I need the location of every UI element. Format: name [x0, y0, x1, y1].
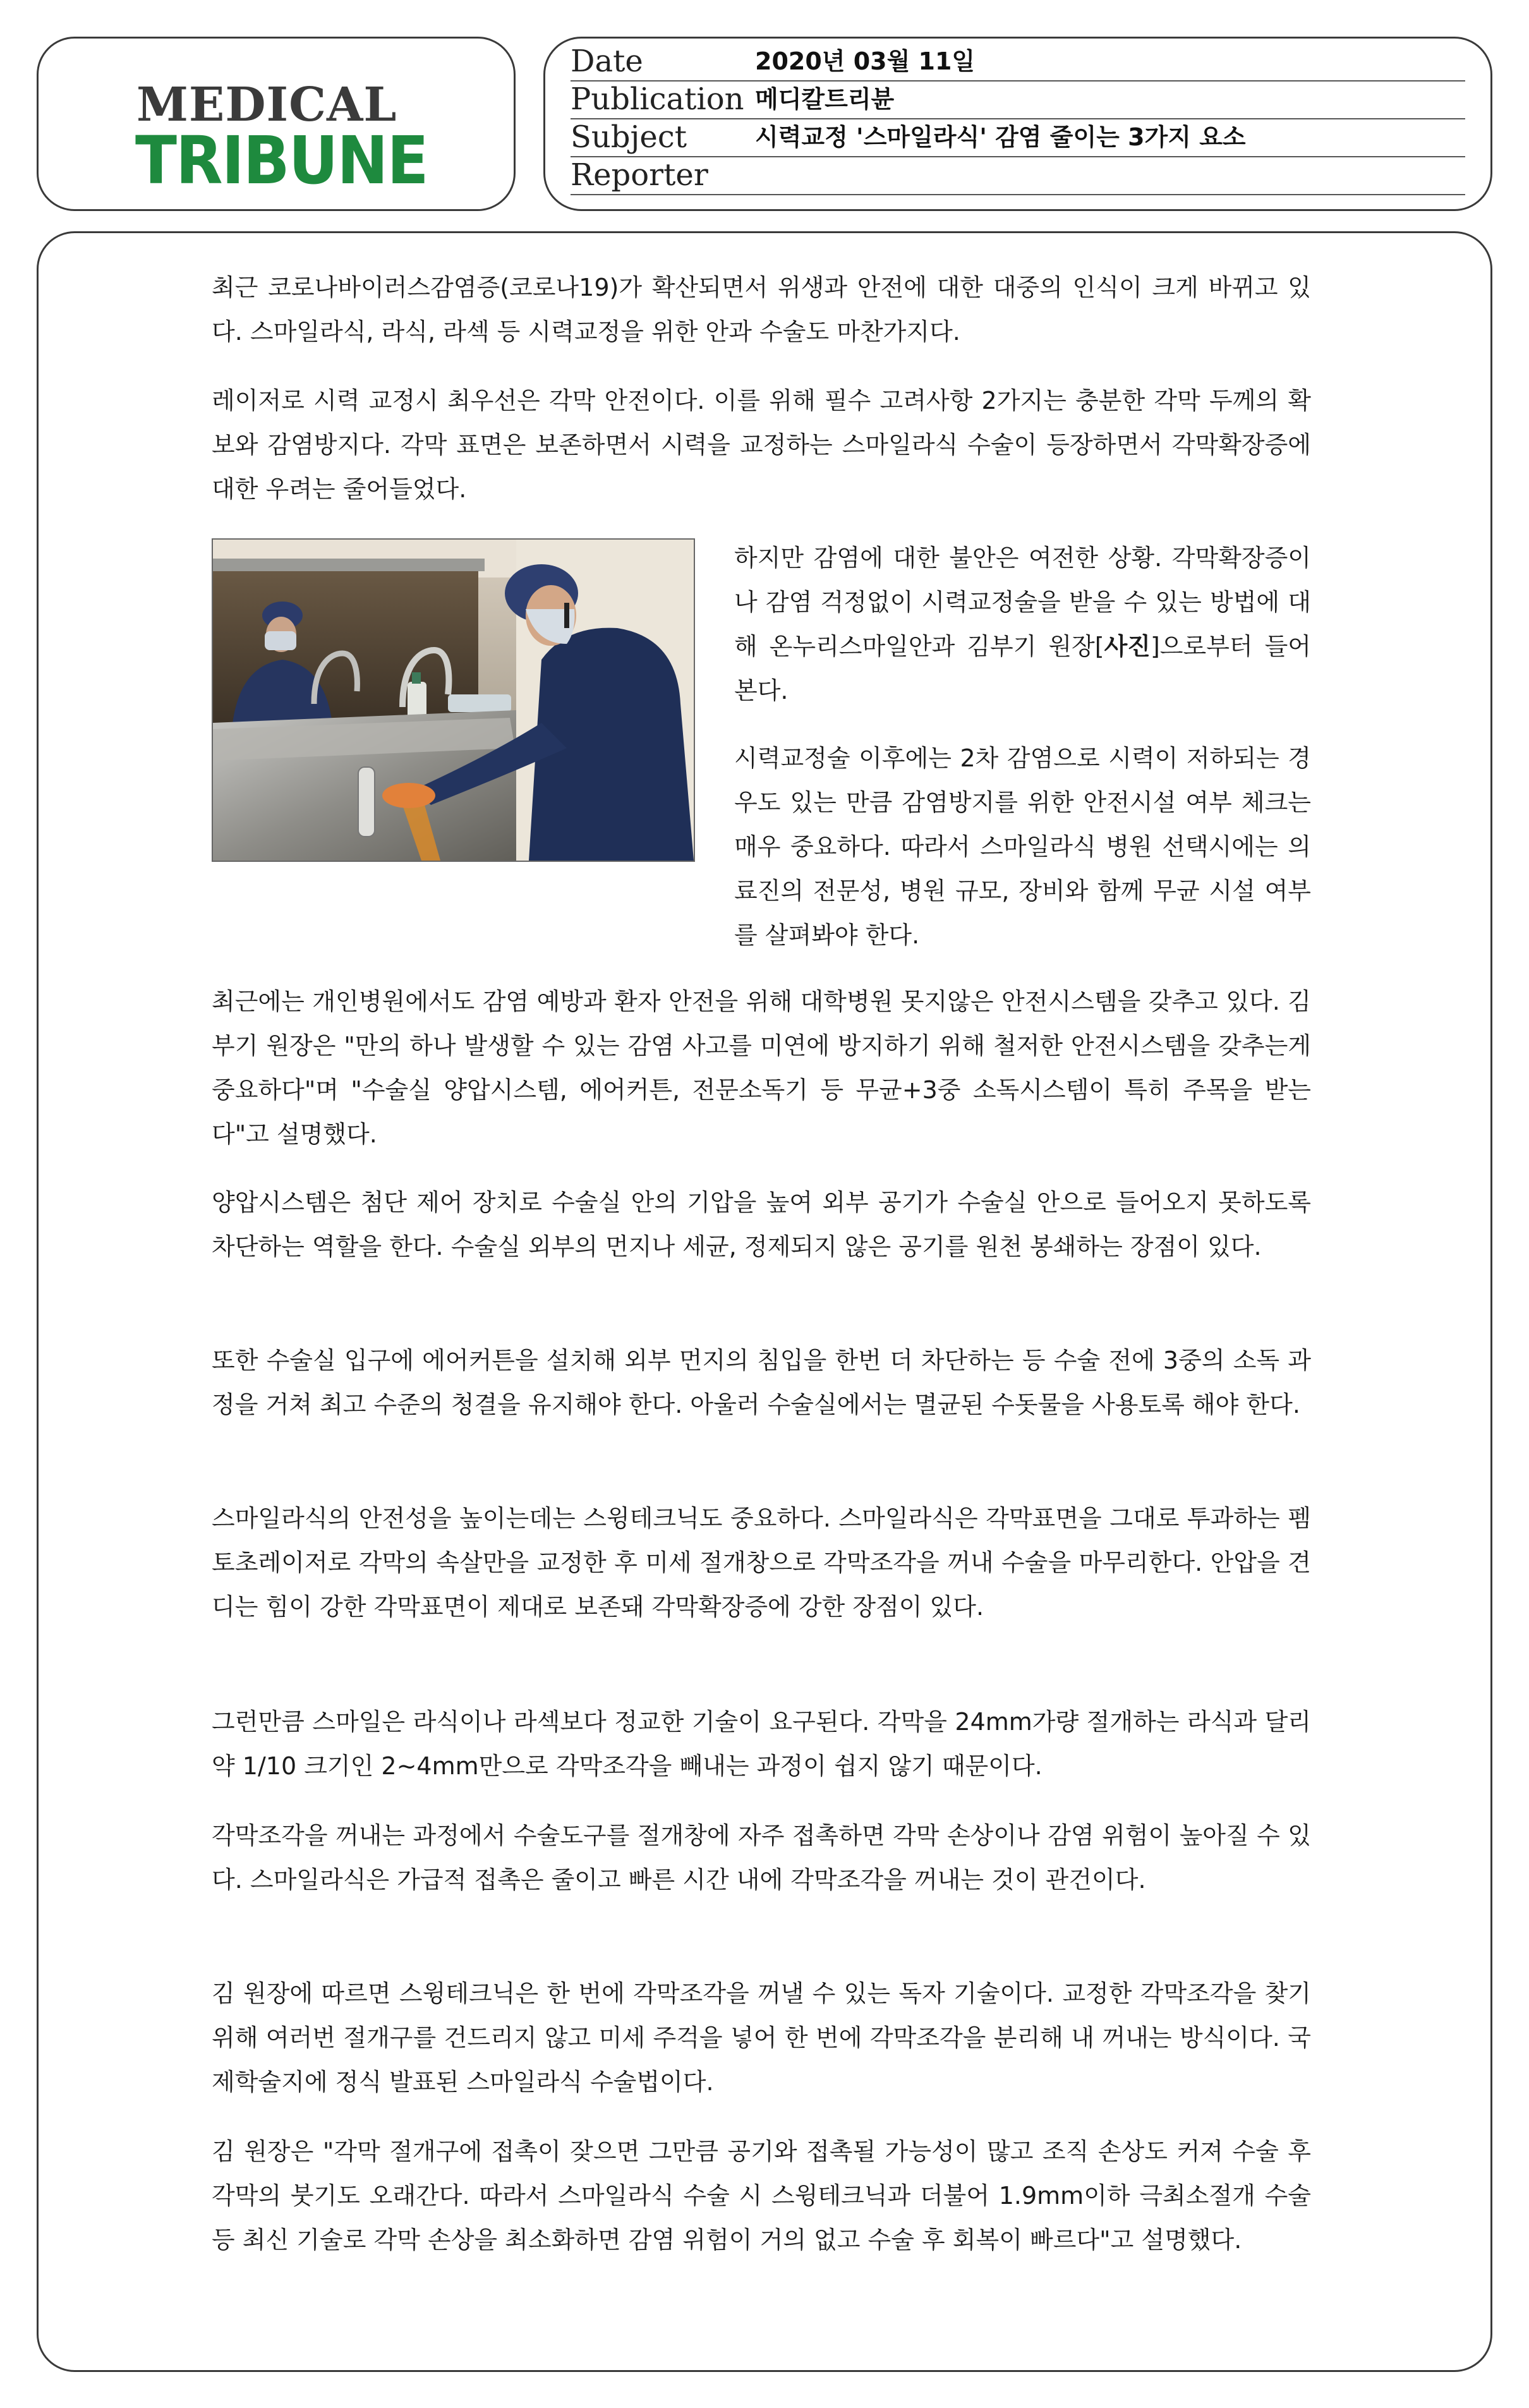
article-paragraph-10: 각막조각을 꺼내는 과정에서 수술도구를 절개창에 자주 접촉하면 각막 손상이나 감염 위험이 높아질 수 있다. 스마일라식은 가급적 접촉은 줄이고 빠른 시간 내에 각막조각을 꺼내는 것이 관건이다.: [212, 1822, 1311, 1894]
article-paragraph-7: 또한 수술실 입구에 에어커튼을 설치해 외부 먼지의 침입을 한번 더 차단하는 등 수술 전에 3중의 소독 과정을 거쳐 최고 수준의 청결을 유지해야 한다. 아울러 수술실에서는 멸균된 수돗물을 사용토록 해야 한다.: [212, 1346, 1311, 1419]
publication-label: Publication: [571, 82, 744, 117]
meta-row-publication: [571, 82, 1465, 119]
subject-value: 시력교정 '스마일라식' 감염 줄이는 3가지 요소: [755, 123, 1246, 151]
article-meta-box: [543, 37, 1492, 211]
photo-caption-ref: 사진: [1104, 632, 1151, 660]
date-label: Date: [571, 44, 643, 79]
paragraph-3-text-a: 하지만 감염에 대한 불안은 여전한 상황. 각막확장증이나 감염 걱정없이 시력교정술을 받을 수 있는 방법에 대해 온누리스마일안과 김부기 원장[: [734, 544, 1311, 660]
meta-row-subject: [571, 119, 1465, 157]
article-paragraph-12: 김 원장은 "각막 절개구에 접촉이 잦으면 그만큼 공기와 접촉될 가능성이 많고 조직 손상도 커져 수술 후 각막의 붓기도 오래간다. 따라서 스마일라식 수술 시 스윙테크닉과 더불어 1.9mm이하 극최소절개 수술 등 최신 기술로 각막 손상을 최소화하면 감염 위험이 거의 없고 수술 후 회복이 빠르다"고 설명했다.: [212, 2138, 1311, 2254]
article-paragraph-6: 양압시스템은 첨단 제어 장치로 수술실 안의 기압을 높여 외부 공기가 수술실 안으로 들어오지 못하도록 차단하는 역할을 한다. 수술실 외부의 먼지나 세균, 정제되지 않은 공기를 원천 봉쇄하는 장점이 있다.: [212, 1189, 1311, 1261]
logo-medical-text: MEDICAL: [136, 78, 397, 132]
logo-tribune-text: TRIBUNE: [135, 122, 428, 199]
logo-box: [37, 37, 516, 211]
article-paragraph-1: 최근 코로나바이러스감염증(코로나19)가 확산되면서 위생과 안전에 대한 대중의 인식이 크게 바뀌고 있다. 스마일라식, 라식, 라섹 등 시력교정을 위한 안과 수술도 마찬가지다.: [212, 274, 1311, 346]
article-paragraph-3: [734, 536, 1311, 713]
article-paragraph-11: 김 원장에 따르면 스윙테크닉은 한 번에 각막조각을 꺼낼 수 있는 독자 기술이다. 교정한 각막조각을 찾기 위해 여러번 절개구를 건드리지 않고 미세 주걱을 넣어 한 번에 각막조각을 분리해 내 꺼내는 방식이다. 국제학술지에 정식 발표된 스마일라식 수술법이다.: [212, 1980, 1311, 2096]
publication-value: 메디칼트리뷴: [755, 85, 895, 113]
meta-row-reporter: [571, 157, 1465, 195]
paragraph-3-text-b: ]으로부터 들어본다.: [734, 632, 1311, 705]
meta-row-date: [571, 44, 1465, 82]
article-paragraph-4: 시력교정술 이후에는 2차 감염으로 시력이 저하되는 경우도 있는 만큼 감염방지를 위한 안전시설 여부 체크는 매우 중요하다. 따라서 스마일라식 병원 선택시에는 의료진의 전문성, 병원 규모, 장비와 함께 무균 시설 여부를 살펴봐야 한다.: [734, 744, 1311, 949]
article-photo-surgeon-handwashing: [212, 538, 695, 862]
article-paragraph-2: 레이저로 시력 교정시 최우선은 각막 안전이다. 이를 위해 필수 고려사항 2가지는 충분한 각막 두께의 확보와 감염방지다. 각막 표면은 보존하면서 시력을 교정하는 스마일라식 수술이 등장하면서 각막확장증에 대한 우려는 줄어들었다.: [212, 387, 1311, 503]
date-value: 2020년 03월 11일: [755, 47, 976, 75]
reporter-label: Reporter: [571, 157, 708, 193]
article-paragraph-9: 그런만큼 스마일은 라식이나 라섹보다 정교한 기술이 요구된다. 각막을 24mm가량 절개하는 라식과 달리 약 1/10 크기인 2~4mm만으로 각막조각을 빼내는 과정이 쉽지 않기 때문이다.: [212, 1708, 1311, 1780]
article-paragraph-8: 스마일라식의 안전성을 높이는데는 스윙테크닉도 중요하다. 스마일라식은 각막표면을 그대로 투과하는 펨토초레이저로 각막의 속살만을 교정한 후 미세 절개창으로 각막조각을 꺼내 수술을 마무리한다. 안압을 견디는 힘이 강한 각막표면이 제대로 보존돼 각막확장증에 강한 장점이 있다.: [212, 1504, 1311, 1621]
subject-label: Subject: [571, 119, 687, 155]
article-paragraph-5: 최근에는 개인병원에서도 감염 예방과 환자 안전을 위해 대학병원 못지않은 안전시스템을 갖추고 있다. 김부기 원장은 "만의 하나 발생할 수 있는 감염 사고를 미연에 방지하기 위해 철저한 안전시스템을 갖추는게 중요하다"며 "수술실 양압시스템, 에어커튼, 전문소독기 등 무균+3중 소독시스템이 특히 주목을 받는다"고 설명했다.: [212, 988, 1311, 1148]
surgeon-handwashing-illustration: [213, 540, 694, 861]
